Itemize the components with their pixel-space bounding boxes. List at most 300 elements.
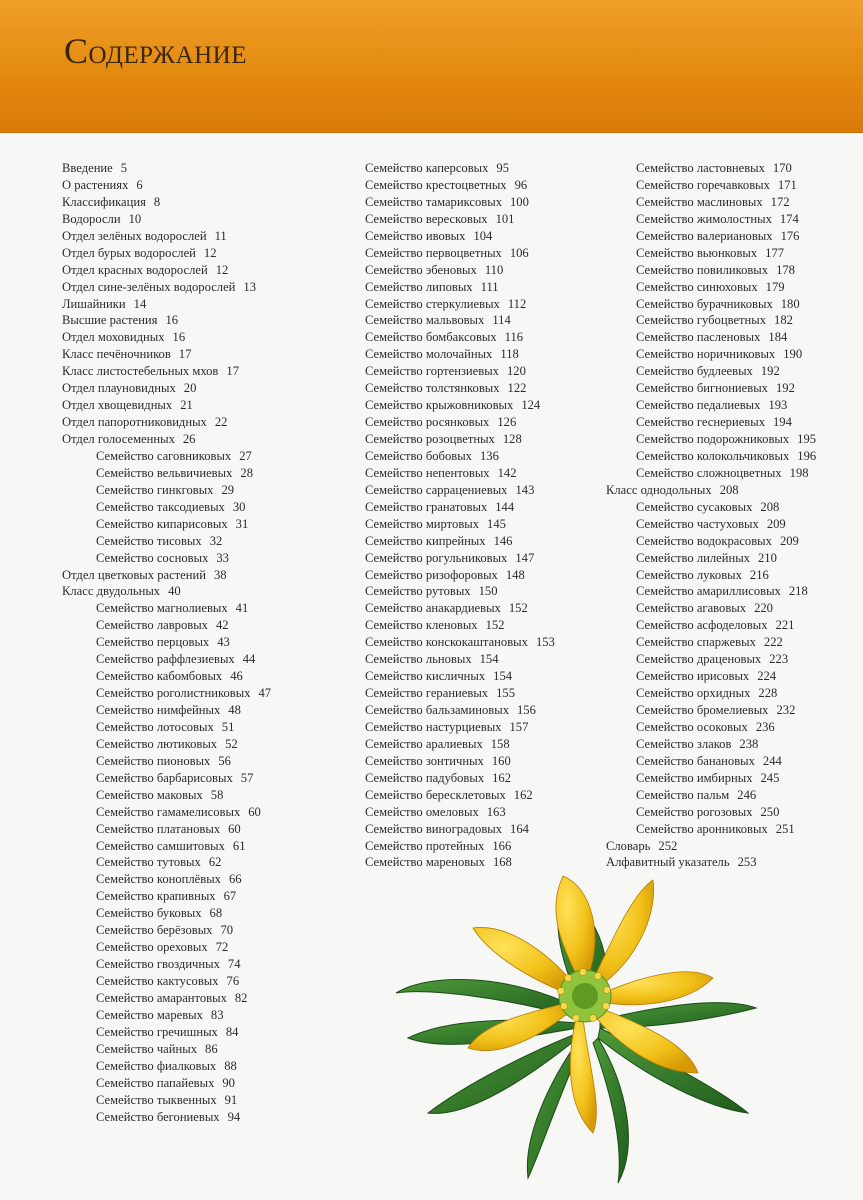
toc-entry[interactable] — [606, 380, 816, 397]
toc-entry[interactable] — [62, 414, 271, 431]
toc-entry-title: Семейство бегониевых — [96, 1109, 220, 1124]
toc-entry[interactable] — [62, 465, 271, 482]
toc-entry-title: Семейство ирисовых — [636, 669, 750, 684]
toc-entry[interactable] — [606, 617, 816, 634]
toc-entry-title: Семейство папайевых — [96, 1075, 215, 1090]
toc-entry-page: 184 — [768, 330, 788, 345]
toc-entry-page: 160 — [491, 753, 511, 768]
toc-entry[interactable] — [606, 279, 816, 296]
toc-entry-title: Семейство виноградовых — [365, 821, 503, 836]
toc-entry-page: 224 — [757, 669, 777, 684]
toc-entry-title: Семейство крестоцветных — [365, 177, 507, 192]
toc-entry[interactable] — [365, 296, 555, 313]
toc-entry-title: Семейство луковых — [636, 567, 742, 582]
toc-entry-page: 30 — [232, 499, 246, 514]
toc-entry-page: 66 — [228, 872, 242, 887]
toc-entry-title: Водоросли — [62, 211, 121, 226]
toc-entry-title: Семейство вельвичиевых — [96, 465, 233, 480]
toc-entry[interactable] — [62, 363, 271, 380]
toc-entry[interactable] — [62, 821, 271, 838]
toc-entry[interactable] — [62, 397, 271, 414]
toc-column-3 — [606, 160, 816, 871]
toc-entry[interactable] — [365, 465, 555, 482]
toc-entry-title: Семейство банановых — [636, 753, 755, 768]
toc-entry-page: 182 — [774, 313, 793, 328]
toc-entry[interactable] — [606, 177, 816, 194]
toc-entry-title: Семейство пальм — [636, 787, 730, 802]
toc-entry-title: Семейство настурциевых — [365, 719, 502, 734]
toc-entry[interactable] — [62, 312, 271, 329]
toc-entry-page: 60 — [228, 821, 241, 836]
toc-entry[interactable] — [62, 228, 271, 245]
toc-entry-title: Семейство горечавковых — [636, 177, 770, 192]
toc-entry[interactable] — [365, 431, 555, 448]
toc-entry[interactable] — [606, 465, 816, 482]
toc-entry-page: 136 — [479, 448, 499, 463]
toc-entry[interactable] — [606, 600, 816, 617]
toc-entry[interactable] — [62, 245, 271, 262]
toc-entry-page: 43 — [217, 635, 230, 650]
toc-entry-page: 13 — [243, 279, 257, 294]
toc-entry-page: 223 — [769, 652, 789, 667]
toc-entry[interactable] — [62, 482, 271, 499]
toc-entry-page: 8 — [153, 194, 161, 209]
toc-entry-page: 114 — [492, 313, 511, 328]
toc-entry-title: Семейство имбирных — [636, 770, 753, 785]
toc-entry[interactable] — [365, 583, 555, 600]
toc-entry-title: Семейство гамамелисовых — [96, 804, 241, 819]
toc-entry-page: 95 — [496, 161, 510, 175]
toc-entry[interactable] — [62, 583, 271, 600]
toc-entry-title: Семейство вьюнковых — [636, 245, 758, 260]
toc-entry-page: 74 — [227, 957, 241, 972]
toc-entry[interactable] — [606, 482, 816, 499]
toc-entry[interactable] — [62, 550, 271, 567]
toc-entry-title: Семейство кленовых — [365, 618, 478, 633]
toc-entry-title: Семейство первоцветных — [365, 245, 502, 260]
toc-entry-page: 152 — [485, 618, 505, 633]
toc-entry-page: 44 — [242, 652, 256, 667]
toc-entry[interactable] — [365, 600, 555, 617]
toc-entry[interactable] — [62, 753, 271, 770]
toc-entry-page: 152 — [508, 601, 528, 616]
toc-entry[interactable] — [62, 1058, 271, 1075]
toc-entry-title: Семейство коноплёвых — [96, 872, 221, 887]
toc-entry[interactable] — [62, 770, 271, 787]
toc-entry[interactable] — [365, 245, 555, 262]
toc-entry[interactable] — [62, 1092, 271, 1109]
toc-entry-title: Семейство росянковых — [365, 415, 490, 430]
toc-entry-page: 128 — [502, 432, 522, 446]
toc-entry[interactable] — [62, 380, 271, 397]
toc-entry[interactable] — [365, 753, 555, 770]
toc-entry-page: 12 — [215, 262, 229, 277]
toc-entry[interactable] — [62, 871, 271, 888]
toc-entry[interactable] — [365, 651, 555, 668]
toc-entry-title: Семейство конскокаштановых — [365, 635, 528, 650]
toc-entry-title: Семейство маслиновых — [636, 194, 763, 209]
toc-entry[interactable] — [365, 719, 555, 736]
toc-entry-page: 150 — [478, 584, 498, 599]
toc-column-2 — [365, 160, 555, 871]
toc-entry-page: 94 — [227, 1109, 241, 1124]
toc-entry-title: Семейство ивовых — [365, 228, 466, 243]
toc-entry[interactable] — [365, 160, 555, 177]
toc-entry-title: Семейство гортензиевых — [365, 364, 499, 379]
toc-entry-title: Семейство липовых — [365, 279, 473, 294]
toc-entry[interactable] — [606, 651, 816, 668]
toc-entry-page: 20 — [183, 381, 197, 396]
toc-entry-page: 76 — [226, 974, 240, 988]
toc-entry-page: 60 — [248, 804, 261, 819]
toc-entry-title: Отдел сине-зелёных водорослей — [62, 279, 236, 294]
toc-entry-page: 21 — [180, 398, 193, 413]
toc-entry-page: 83 — [210, 1007, 224, 1022]
toc-entry[interactable] — [62, 990, 271, 1007]
toc-entry[interactable] — [62, 177, 271, 194]
toc-entry[interactable] — [365, 533, 555, 550]
toc-entry[interactable] — [606, 499, 816, 516]
toc-entry[interactable] — [606, 838, 816, 855]
toc-entry-page: 246 — [737, 787, 757, 802]
toc-entry-page: 228 — [758, 686, 778, 701]
toc-entry-page: 154 — [479, 652, 499, 667]
toc-entry[interactable] — [365, 736, 555, 753]
toc-entry-page: 192 — [775, 381, 795, 396]
toc-entry[interactable] — [365, 414, 555, 431]
toc-entry-title: Семейство спаржевых — [636, 635, 756, 650]
toc-entry-page: 58 — [210, 787, 224, 802]
toc-entry-page: 220 — [754, 601, 773, 616]
toc-entry-title: Семейство маковых — [96, 787, 203, 802]
toc-entry-title: Семейство зонтичных — [365, 753, 484, 768]
toc-entry-title: Семейство нимфейных — [96, 703, 221, 717]
toc-entry-page: 51 — [221, 719, 235, 734]
toc-entry[interactable] — [62, 651, 271, 668]
toc-entry[interactable] — [606, 702, 816, 719]
toc-entry-page: 145 — [487, 516, 506, 531]
toc-entry[interactable] — [62, 888, 271, 905]
toc-entry-page: 179 — [765, 279, 785, 294]
toc-entry[interactable] — [606, 245, 816, 262]
toc-entry-page: 5 — [120, 161, 128, 175]
toc-entry[interactable] — [606, 228, 816, 245]
toc-entry[interactable] — [62, 160, 271, 177]
toc-entry[interactable] — [62, 279, 271, 296]
toc-entry[interactable] — [365, 482, 555, 499]
toc-entry[interactable] — [365, 346, 555, 363]
toc-entry[interactable] — [606, 550, 816, 567]
toc-entry-title: Семейство кипрейных — [365, 533, 486, 548]
toc-entry[interactable] — [606, 804, 816, 821]
toc-entry[interactable] — [606, 211, 816, 228]
toc-entry[interactable] — [606, 194, 816, 211]
toc-entry[interactable] — [365, 668, 555, 685]
toc-entry-page: 52 — [225, 736, 238, 751]
toc-entry-page: 168 — [492, 855, 512, 870]
toc-entry[interactable] — [365, 685, 555, 702]
toc-entry-title: Семейство эбеновых — [365, 262, 477, 277]
toc-entry-page: 143 — [515, 482, 535, 497]
toc-entry-page: 147 — [515, 550, 535, 565]
toc-entry-title: Семейство лютиковых — [96, 736, 218, 751]
toc-entry-title: Семейство амарантовых — [96, 990, 227, 1005]
toc-entry[interactable] — [606, 753, 816, 770]
toc-entry-page: 106 — [509, 245, 529, 260]
toc-entry-page: 238 — [739, 736, 759, 751]
toc-entry-title: Семейство бигнониевых — [636, 381, 768, 396]
toc-entry[interactable] — [62, 431, 271, 448]
toc-entry-title: Отдел моховидных — [62, 330, 165, 345]
toc-entry[interactable] — [365, 567, 555, 584]
toc-entry-title: Семейство бурачниковых — [636, 296, 773, 311]
toc-entry[interactable] — [62, 922, 271, 939]
toc-entry-title: Семейство гречишных — [96, 1024, 218, 1039]
toc-entry-title: Класс однодольных — [606, 482, 712, 497]
toc-entry-page: 91 — [224, 1092, 238, 1107]
toc-entry-page: 29 — [221, 482, 235, 497]
toc-entry-title: Семейство тисовых — [96, 533, 202, 548]
toc-entry-page: 244 — [762, 753, 782, 768]
toc-entry-title: Семейство синюховых — [636, 279, 758, 294]
toc-entry-page: 126 — [497, 415, 517, 430]
toc-entry-page: 17 — [226, 364, 239, 379]
toc-entry[interactable] — [606, 719, 816, 736]
toc-entry-title: Семейство падубовых — [365, 770, 485, 785]
toc-entry[interactable] — [365, 617, 555, 634]
toc-entry-title: Семейство губоцветных — [636, 313, 767, 328]
toc-entry-page: 118 — [500, 347, 519, 362]
toc-entry[interactable] — [365, 211, 555, 228]
toc-entry[interactable] — [606, 787, 816, 804]
toc-entry[interactable] — [62, 838, 271, 855]
toc-entry-title: Семейство валериановых — [636, 228, 773, 243]
toc-entry-title: Отдел бурых водорослей — [62, 245, 196, 260]
toc-entry-page: 250 — [760, 804, 780, 819]
toc-entry[interactable] — [62, 1041, 271, 1058]
toc-entry-page: 48 — [228, 703, 241, 717]
toc-entry[interactable] — [365, 787, 555, 804]
toc-entry-title: Семейство водокрасовых — [636, 533, 772, 548]
toc-entry[interactable] — [62, 194, 271, 211]
toc-entry-page: 17 — [178, 347, 192, 362]
toc-entry-page: 100 — [510, 194, 529, 209]
toc-entry[interactable] — [365, 312, 555, 329]
toc-entry-page: 82 — [234, 990, 248, 1005]
toc-entry[interactable] — [606, 363, 816, 380]
toc-entry[interactable] — [606, 160, 816, 177]
toc-entry-page: 104 — [473, 228, 493, 243]
toc-entry-title: Семейство рогульниковых — [365, 550, 508, 565]
toc-entry[interactable] — [606, 296, 816, 313]
toc-entry[interactable] — [606, 329, 816, 346]
toc-entry[interactable] — [365, 821, 555, 838]
toc-entry[interactable] — [62, 533, 271, 550]
toc-entry-page: 210 — [757, 550, 777, 565]
toc-entry[interactable] — [62, 736, 271, 753]
toc-entry-page: 218 — [788, 584, 808, 599]
toc-entry-title: Семейство гранатовых — [365, 499, 488, 514]
toc-entry[interactable] — [365, 329, 555, 346]
toc-entry[interactable] — [62, 804, 271, 821]
toc-entry-title: Отдел хвощевидных — [62, 398, 173, 413]
toc-entry[interactable] — [606, 567, 816, 584]
toc-entry[interactable] — [62, 262, 271, 279]
toc-entry-title: Семейство омеловых — [365, 804, 479, 819]
toc-entry[interactable] — [606, 346, 816, 363]
toc-entry[interactable] — [62, 939, 271, 956]
toc-entry-title: Лишайники — [62, 296, 126, 311]
toc-entry-page: 252 — [658, 838, 678, 853]
toc-entry[interactable] — [606, 414, 816, 431]
toc-entry[interactable] — [62, 567, 271, 584]
toc-entry-title: Семейство тутовых — [96, 855, 201, 870]
toc-entry[interactable] — [62, 973, 271, 990]
toc-entry[interactable] — [62, 1075, 271, 1092]
toc-entry[interactable] — [365, 279, 555, 296]
toc-entry[interactable] — [365, 550, 555, 567]
toc-entry-title: Семейство маревых — [96, 1007, 203, 1022]
toc-entry-title: Отдел цветковых растений — [62, 567, 206, 582]
toc-entry[interactable] — [365, 499, 555, 516]
toc-entry-page: 195 — [797, 432, 817, 446]
toc-entry-title: Семейство чайных — [96, 1041, 198, 1056]
toc-entry[interactable] — [62, 499, 271, 516]
toc-entry[interactable] — [365, 262, 555, 279]
toc-entry[interactable] — [62, 634, 271, 651]
toc-entry[interactable] — [606, 533, 816, 550]
toc-entry[interactable] — [365, 380, 555, 397]
toc-entry[interactable] — [606, 516, 816, 533]
toc-entry[interactable] — [62, 1109, 271, 1126]
toc-entry-title: Семейство лилейных — [636, 550, 750, 565]
toc-entry[interactable] — [365, 804, 555, 821]
toc-entry[interactable] — [62, 905, 271, 922]
toc-entry-page: 42 — [215, 618, 229, 633]
toc-entry[interactable] — [62, 516, 271, 533]
toc-entry[interactable] — [365, 228, 555, 245]
toc-entry[interactable] — [606, 736, 816, 753]
toc-entry-page: 146 — [493, 533, 513, 548]
toc-entry[interactable] — [62, 956, 271, 973]
toc-entry[interactable] — [365, 516, 555, 533]
toc-entry-page: 164 — [510, 821, 529, 836]
toc-entry-page: 56 — [218, 753, 231, 768]
toc-entry-page: 148 — [505, 567, 525, 582]
toc-entry-page: 156 — [517, 703, 536, 717]
toc-entry-page: 154 — [493, 669, 513, 684]
toc-entry[interactable] — [365, 448, 555, 465]
toc-entry[interactable] — [606, 312, 816, 329]
toc-entry[interactable] — [365, 838, 555, 855]
toc-entry-page: 62 — [208, 855, 222, 870]
toc-entry[interactable] — [606, 634, 816, 651]
toc-entry-title: Семейство рогозовых — [636, 804, 753, 819]
toc-entry[interactable] — [606, 821, 816, 838]
toc-entry[interactable] — [62, 211, 271, 228]
toc-entry-title: Семейство сосновых — [96, 550, 209, 565]
toc-entry-page: 153 — [535, 635, 555, 650]
toc-entry-page: 198 — [789, 465, 809, 480]
toc-entry[interactable] — [365, 363, 555, 380]
toc-entry[interactable] — [62, 685, 271, 702]
toc-entry[interactable] — [62, 329, 271, 346]
toc-entry-title: Семейство сложноцветных — [636, 465, 782, 480]
toc-entry-title: Алфавитный указатель — [606, 855, 730, 870]
toc-entry-title: Семейство таксодиевых — [96, 499, 225, 514]
toc-entry[interactable] — [606, 431, 816, 448]
toc-entry[interactable] — [62, 600, 271, 617]
toc-entry-page: 16 — [172, 330, 186, 345]
toc-entry-page: 11 — [214, 228, 227, 243]
toc-entry[interactable] — [365, 397, 555, 414]
toc-entry-title: Семейство тамариксовых — [365, 194, 502, 209]
toc-entry[interactable] — [62, 1007, 271, 1024]
toc-entry-page: 6 — [136, 177, 143, 192]
toc-entry[interactable] — [365, 177, 555, 194]
toc-entry-title: Семейство кипарисовых — [96, 516, 228, 531]
toc-entry-title: Семейство ризофоровых — [365, 567, 498, 582]
toc-entry[interactable] — [62, 346, 271, 363]
toc-entry-title: Семейство бобовых — [365, 448, 472, 463]
toc-entry[interactable] — [62, 1024, 271, 1041]
toc-entry[interactable] — [62, 617, 271, 634]
toc-entry[interactable] — [62, 719, 271, 736]
toc-entry[interactable] — [606, 448, 816, 465]
toc-entry-title: Семейство лавровых — [96, 618, 208, 633]
toc-entry-title: Семейство платановых — [96, 821, 221, 836]
toc-entry-title: Семейство анакардиевых — [365, 601, 501, 616]
toc-entry-title: Семейство педалиевых — [636, 398, 761, 413]
toc-entry[interactable] — [606, 397, 816, 414]
toc-entry-title: Семейство льновых — [365, 652, 472, 667]
toc-entry-page: 86 — [205, 1041, 218, 1056]
toc-entry[interactable] — [365, 770, 555, 787]
toc-entry-page: 10 — [128, 211, 142, 226]
toc-entry[interactable] — [365, 634, 555, 651]
toc-entry[interactable] — [365, 702, 555, 719]
toc-entry[interactable] — [606, 668, 816, 685]
toc-entry-title: Семейство геснериевых — [636, 415, 765, 430]
toc-entry-page: 193 — [768, 398, 788, 413]
toc-entry-page: 22 — [214, 415, 228, 430]
header-banner — [0, 0, 863, 133]
toc-entry[interactable] — [365, 194, 555, 211]
toc-entry[interactable] — [606, 262, 816, 279]
toc-entry[interactable] — [62, 668, 271, 685]
toc-entry-page: 178 — [776, 262, 795, 277]
toc-entry-title: Введение — [62, 161, 113, 175]
toc-entry-title: Семейство роголистниковых — [96, 686, 251, 701]
toc-entry-title: Семейство норичниковых — [636, 347, 776, 362]
toc-entry[interactable] — [606, 583, 816, 600]
toc-entry-page: 174 — [779, 211, 799, 226]
toc-entry[interactable] — [62, 702, 271, 719]
toc-entry-page: 61 — [232, 838, 246, 853]
toc-entry[interactable] — [62, 787, 271, 804]
toc-entry-page: 38 — [214, 567, 227, 582]
toc-entry-page: 142 — [497, 465, 517, 480]
toc-entry[interactable] — [606, 685, 816, 702]
toc-entry-title: Семейство амариллисовых — [636, 584, 781, 599]
toc-entry-page: 110 — [484, 262, 504, 277]
toc-entry-title: Семейство ластовневых — [636, 161, 765, 175]
toc-entry[interactable] — [62, 854, 271, 871]
toc-entry-page: 209 — [779, 533, 799, 548]
toc-entry[interactable] — [62, 448, 271, 465]
toc-entry[interactable] — [606, 770, 816, 787]
toc-entry[interactable] — [62, 296, 271, 313]
